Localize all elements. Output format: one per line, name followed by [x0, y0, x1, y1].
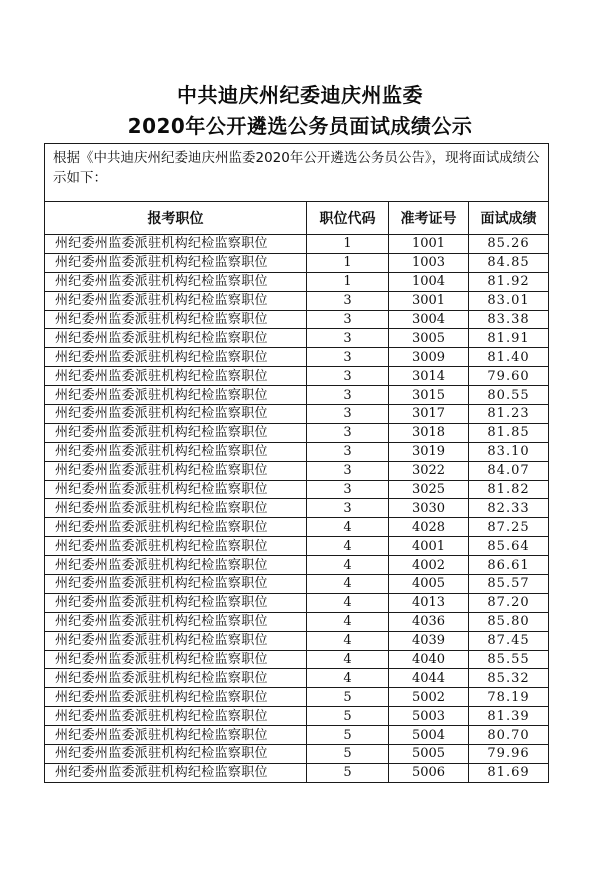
table-row — [45, 291, 549, 310]
cell-code: 4 — [307, 669, 389, 688]
cell-exam-number: 3030 — [389, 499, 469, 518]
cell-score: 81.82 — [469, 480, 549, 499]
table-row — [45, 253, 549, 272]
table-row — [45, 707, 549, 726]
cell-exam-number: 4039 — [389, 631, 469, 650]
cell-score: 83.38 — [469, 310, 549, 329]
cell-code: 5 — [307, 745, 389, 764]
cell-position: 州纪委州监委派驻机构纪检监察职位 — [45, 329, 307, 348]
cell-code: 3 — [307, 367, 389, 386]
cell-position: 州纪委州监委派驻机构纪检监察职位 — [45, 405, 307, 424]
cell-code: 4 — [307, 575, 389, 594]
cell-exam-number: 5005 — [389, 745, 469, 764]
cell-score: 84.07 — [469, 461, 549, 480]
cell-score: 83.10 — [469, 442, 549, 461]
cell-position: 州纪委州监委派驻机构纪检监察职位 — [45, 235, 307, 254]
cell-position: 州纪委州监委派驻机构纪检监察职位 — [45, 763, 307, 782]
cell-position: 州纪委州监委派驻机构纪检监察职位 — [45, 386, 307, 405]
cell-code: 4 — [307, 631, 389, 650]
cell-exam-number: 3009 — [389, 348, 469, 367]
cell-exam-number: 4036 — [389, 612, 469, 631]
table-row — [45, 386, 549, 405]
document-title-line1: 中共迪庆州纪委迪庆州监委 — [177, 83, 423, 107]
cell-exam-number: 4001 — [389, 537, 469, 556]
cell-position: 州纪委州监委派驻机构纪检监察职位 — [45, 631, 307, 650]
cell-exam-number: 4028 — [389, 518, 469, 537]
cell-score: 85.26 — [469, 235, 549, 254]
cell-score: 81.40 — [469, 348, 549, 367]
cell-exam-number: 5006 — [389, 763, 469, 782]
cell-score: 85.64 — [469, 537, 549, 556]
cell-code: 3 — [307, 348, 389, 367]
cell-code: 3 — [307, 291, 389, 310]
cell-code: 1 — [307, 235, 389, 254]
cell-exam-number: 3017 — [389, 405, 469, 424]
cell-code: 3 — [307, 310, 389, 329]
cell-position: 州纪委州监委派驻机构纪检监察职位 — [45, 669, 307, 688]
table-row — [45, 348, 549, 367]
column-header-exam-number: 准考证号 — [389, 202, 469, 235]
cell-score: 81.39 — [469, 707, 549, 726]
table-row — [45, 763, 549, 782]
cell-code: 4 — [307, 650, 389, 669]
cell-exam-number: 1001 — [389, 235, 469, 254]
cell-score: 80.70 — [469, 726, 549, 745]
cell-code: 4 — [307, 537, 389, 556]
column-header-code: 职位代码 — [307, 202, 389, 235]
cell-code: 3 — [307, 499, 389, 518]
cell-position: 州纪委州监委派驻机构纪检监察职位 — [45, 726, 307, 745]
cell-position: 州纪委州监委派驻机构纪检监察职位 — [45, 537, 307, 556]
cell-exam-number: 3018 — [389, 423, 469, 442]
column-header-position: 报考职位 — [45, 202, 307, 235]
cell-score: 84.85 — [469, 253, 549, 272]
cell-score: 81.85 — [469, 423, 549, 442]
table-row — [45, 461, 549, 480]
cell-exam-number: 4002 — [389, 556, 469, 575]
cell-score: 79.96 — [469, 745, 549, 764]
column-header-score: 面试成绩 — [469, 202, 549, 235]
cell-exam-number: 4040 — [389, 650, 469, 669]
cell-exam-number: 5002 — [389, 688, 469, 707]
cell-exam-number: 5004 — [389, 726, 469, 745]
cell-position: 州纪委州监委派驻机构纪检监察职位 — [45, 650, 307, 669]
cell-code: 3 — [307, 329, 389, 348]
table-row — [45, 310, 549, 329]
cell-code: 4 — [307, 612, 389, 631]
table-header-row — [45, 202, 549, 235]
table-row — [45, 442, 549, 461]
cell-position: 州纪委州监委派驻机构纪检监察职位 — [45, 745, 307, 764]
cell-code: 3 — [307, 442, 389, 461]
cell-position: 州纪委州监委派驻机构纪检监察职位 — [45, 310, 307, 329]
cell-exam-number: 3001 — [389, 291, 469, 310]
cell-exam-number: 1004 — [389, 272, 469, 291]
cell-code: 4 — [307, 556, 389, 575]
cell-score: 83.01 — [469, 291, 549, 310]
cell-position: 州纪委州监委派驻机构纪检监察职位 — [45, 707, 307, 726]
cell-exam-number: 3004 — [389, 310, 469, 329]
cell-score: 86.61 — [469, 556, 549, 575]
document-title-line2: 2020年公开遴选公务员面试成绩公示 — [127, 114, 473, 138]
cell-score: 85.32 — [469, 669, 549, 688]
cell-exam-number: 3014 — [389, 367, 469, 386]
cell-score: 85.55 — [469, 650, 549, 669]
cell-position: 州纪委州监委派驻机构纪检监察职位 — [45, 688, 307, 707]
cell-exam-number: 4005 — [389, 575, 469, 594]
cell-score: 82.33 — [469, 499, 549, 518]
table-row — [45, 556, 549, 575]
cell-score: 85.57 — [469, 575, 549, 594]
cell-code: 3 — [307, 461, 389, 480]
cell-code: 1 — [307, 253, 389, 272]
cell-score: 81.92 — [469, 272, 549, 291]
cell-position: 州纪委州监委派驻机构纪检监察职位 — [45, 518, 307, 537]
cell-score: 87.20 — [469, 593, 549, 612]
cell-exam-number: 4013 — [389, 593, 469, 612]
cell-exam-number: 3015 — [389, 386, 469, 405]
cell-position: 州纪委州监委派驻机构纪检监察职位 — [45, 461, 307, 480]
cell-code: 5 — [307, 726, 389, 745]
cell-code: 1 — [307, 272, 389, 291]
cell-code: 5 — [307, 688, 389, 707]
cell-position: 州纪委州监委派驻机构纪检监察职位 — [45, 291, 307, 310]
score-table — [44, 143, 549, 783]
cell-score: 79.60 — [469, 367, 549, 386]
cell-position: 州纪委州监委派驻机构纪检监察职位 — [45, 348, 307, 367]
table-row — [45, 405, 549, 424]
cell-position: 州纪委州监委派驻机构纪检监察职位 — [45, 442, 307, 461]
table-row — [45, 575, 549, 594]
intro-text: 根据《中共迪庆州纪委迪庆州监委2020年公开遴选公务员公告》，现将面试成绩公示如下： — [45, 144, 549, 202]
cell-position: 州纪委州监委派驻机构纪检监察职位 — [45, 423, 307, 442]
cell-exam-number: 3019 — [389, 442, 469, 461]
table-row — [45, 612, 549, 631]
table-row — [45, 726, 549, 745]
cell-score: 81.23 — [469, 405, 549, 424]
cell-code: 4 — [307, 518, 389, 537]
cell-position: 州纪委州监委派驻机构纪检监察职位 — [45, 612, 307, 631]
cell-exam-number: 5003 — [389, 707, 469, 726]
cell-position: 州纪委州监委派驻机构纪检监察职位 — [45, 272, 307, 291]
cell-score: 80.55 — [469, 386, 549, 405]
cell-position: 州纪委州监委派驻机构纪检监察职位 — [45, 480, 307, 499]
cell-score: 78.19 — [469, 688, 549, 707]
table-row — [45, 367, 549, 386]
table-row — [45, 669, 549, 688]
cell-score: 81.69 — [469, 763, 549, 782]
table-row — [45, 593, 549, 612]
table-row — [45, 518, 549, 537]
cell-exam-number: 3022 — [389, 461, 469, 480]
table-row — [45, 235, 549, 254]
table-row — [45, 499, 549, 518]
cell-position: 州纪委州监委派驻机构纪检监察职位 — [45, 556, 307, 575]
table-row — [45, 329, 549, 348]
cell-code: 5 — [307, 763, 389, 782]
cell-code: 3 — [307, 386, 389, 405]
cell-score: 87.45 — [469, 631, 549, 650]
table-row — [45, 631, 549, 650]
table-row — [45, 537, 549, 556]
cell-code: 3 — [307, 423, 389, 442]
table-row — [45, 272, 549, 291]
cell-code: 3 — [307, 405, 389, 424]
cell-code: 4 — [307, 593, 389, 612]
cell-code: 5 — [307, 707, 389, 726]
cell-position: 州纪委州监委派驻机构纪检监察职位 — [45, 593, 307, 612]
table-row — [45, 423, 549, 442]
cell-position: 州纪委州监委派驻机构纪检监察职位 — [45, 253, 307, 272]
cell-exam-number: 3005 — [389, 329, 469, 348]
table-row — [45, 650, 549, 669]
table-row — [45, 480, 549, 499]
cell-code: 3 — [307, 480, 389, 499]
cell-position: 州纪委州监委派驻机构纪检监察职位 — [45, 499, 307, 518]
cell-position: 州纪委州监委派驻机构纪检监察职位 — [45, 575, 307, 594]
cell-score: 85.80 — [469, 612, 549, 631]
cell-score: 87.25 — [469, 518, 549, 537]
table-row — [45, 745, 549, 764]
cell-exam-number: 1003 — [389, 253, 469, 272]
cell-score: 81.91 — [469, 329, 549, 348]
cell-exam-number: 3025 — [389, 480, 469, 499]
cell-position: 州纪委州监委派驻机构纪检监察职位 — [45, 367, 307, 386]
cell-exam-number: 4044 — [389, 669, 469, 688]
table-body — [45, 235, 549, 783]
table-row — [45, 688, 549, 707]
